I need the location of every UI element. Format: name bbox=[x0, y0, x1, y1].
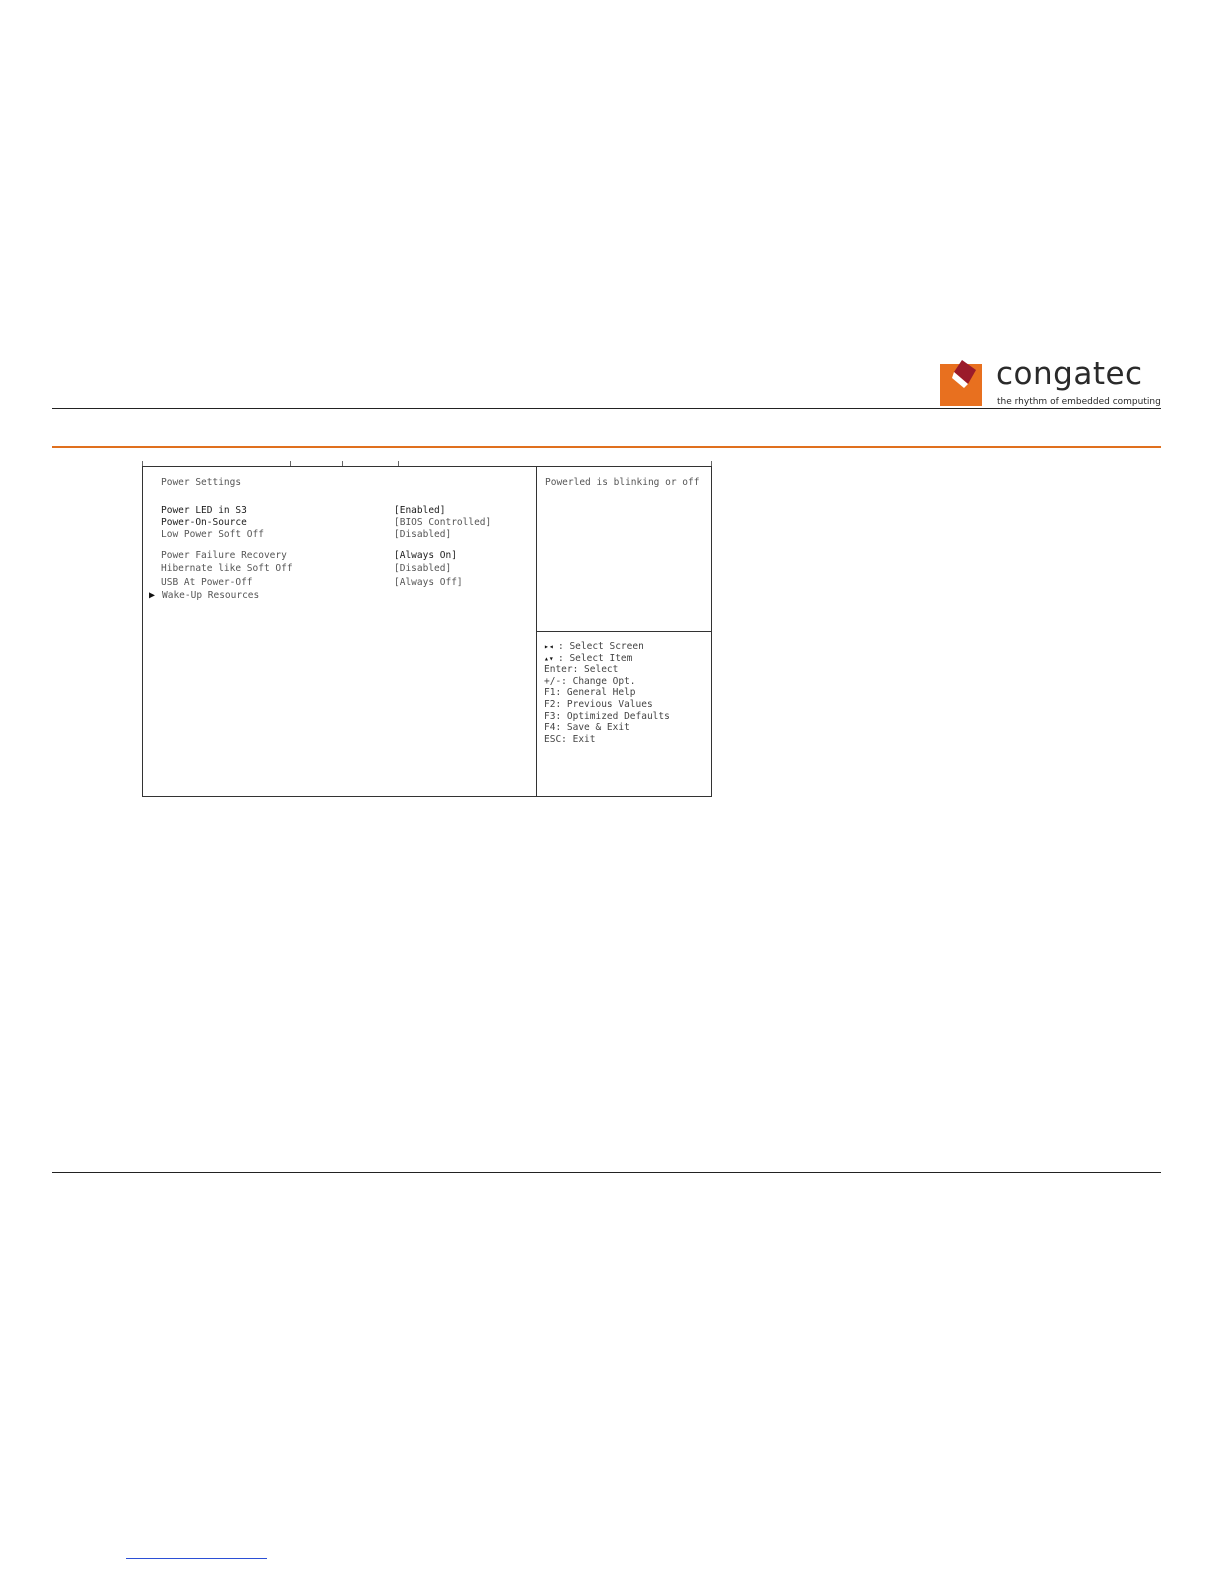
setting-hibernate-like-soft-off[interactable] bbox=[143, 563, 536, 575]
key-legend-item bbox=[544, 722, 670, 734]
key-legend-text: +/-: Change Opt. bbox=[544, 675, 636, 687]
footer-divider bbox=[52, 1172, 1161, 1173]
footer-link-underline[interactable] bbox=[126, 1558, 267, 1559]
key-legend-item bbox=[544, 711, 670, 723]
congatec-logo-mark-icon bbox=[940, 358, 984, 406]
key-legend-item bbox=[544, 734, 670, 746]
item-help-text: Powerled is blinking or off bbox=[545, 477, 700, 488]
setting-label: Hibernate like Soft Off bbox=[161, 563, 293, 574]
submenu-wake-up-resources[interactable] bbox=[143, 590, 536, 602]
key-legend-item bbox=[544, 687, 670, 699]
setting-label: Power-On-Source bbox=[161, 517, 247, 528]
key-legend-item bbox=[544, 664, 670, 676]
up-down-arrows-icon: ▴▾ bbox=[544, 653, 554, 663]
key-legend-text: F4: Save & Exit bbox=[544, 722, 630, 734]
key-legend-text: : Select Screen bbox=[558, 641, 644, 652]
setting-label: USB At Power-Off bbox=[161, 577, 253, 588]
setting-low-power-soft-off[interactable] bbox=[143, 529, 536, 541]
key-legend bbox=[544, 641, 670, 745]
key-legend-text: F1: General Help bbox=[544, 687, 636, 699]
key-legend-text: ESC: Exit bbox=[544, 733, 596, 745]
key-legend-item bbox=[544, 641, 670, 653]
key-legend-item bbox=[544, 653, 670, 665]
setting-value[interactable]: [Disabled] bbox=[394, 529, 452, 540]
header-accent-divider bbox=[52, 446, 1161, 448]
setting-usb-at-power-off[interactable] bbox=[143, 577, 536, 589]
submenu-arrow-icon: ▶ bbox=[149, 590, 156, 601]
key-legend-item bbox=[544, 699, 670, 711]
setting-value[interactable]: [BIOS Controlled] bbox=[394, 517, 492, 528]
brand-name: congatec bbox=[996, 356, 1143, 392]
setting-power-on-source[interactable] bbox=[143, 517, 536, 529]
setting-label: Low Power Soft Off bbox=[161, 529, 264, 540]
setting-label: Power LED in S3 bbox=[161, 505, 247, 516]
key-legend-text: F3: Optimized Defaults bbox=[544, 710, 670, 722]
submenu-label: Wake-Up Resources bbox=[162, 590, 260, 601]
bios-setup-screen bbox=[142, 466, 712, 797]
setting-value[interactable]: [Enabled] bbox=[394, 505, 446, 516]
key-legend-text: Enter: Select bbox=[544, 664, 619, 676]
bios-help-divider bbox=[536, 631, 711, 632]
key-legend-text: : Select Item bbox=[558, 652, 633, 664]
key-legend-item bbox=[544, 676, 670, 688]
setting-value[interactable]: [Always Off] bbox=[394, 577, 463, 588]
section-title: Power Settings bbox=[161, 477, 242, 488]
setting-value[interactable]: [Disabled] bbox=[394, 563, 452, 574]
congatec-logo bbox=[940, 358, 1164, 408]
setting-power-led-s3[interactable] bbox=[143, 505, 536, 517]
left-right-arrows-icon: ▸◂ bbox=[544, 642, 554, 651]
key-legend-text: F2: Previous Values bbox=[544, 698, 653, 710]
brand-tagline: the rhythm of embedded computing bbox=[997, 397, 1161, 407]
setting-power-failure-recovery[interactable] bbox=[143, 550, 536, 562]
setting-label: Power Failure Recovery bbox=[161, 550, 287, 561]
header-divider bbox=[52, 408, 1161, 409]
setting-value[interactable]: [Always On] bbox=[394, 550, 457, 561]
